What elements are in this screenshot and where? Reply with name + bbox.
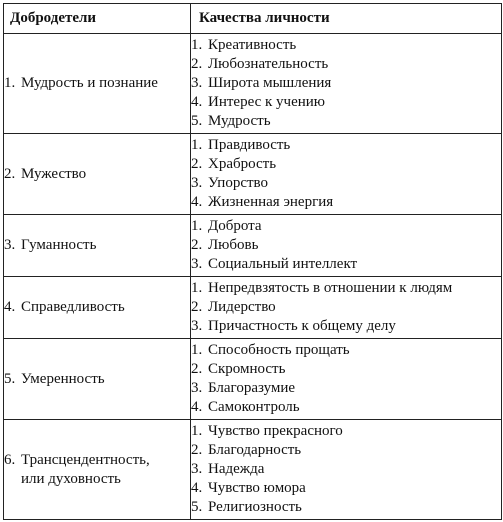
quality-item: 3. Благоразумие	[191, 380, 296, 396]
quality-item: 2. Храбрость	[191, 156, 277, 172]
qualities-cell	[191, 339, 502, 420]
table-row	[4, 34, 502, 134]
virtue-label: 6. Трансцендентность,	[4, 451, 150, 468]
virtue-cell	[4, 134, 191, 215]
quality-item: 1. Непредвзятость в отношении к людям	[191, 280, 453, 296]
header-row	[4, 4, 502, 34]
quality-item: 1. Доброта	[191, 218, 262, 234]
header-qualities-label: Качества личности	[199, 10, 330, 26]
quality-item: 2. Скромность	[191, 361, 286, 377]
virtue-label: 4. Справедливость	[4, 299, 125, 315]
virtue-cell	[4, 420, 191, 520]
virtue-label: 2. Мужество	[4, 165, 87, 182]
virtues-table	[3, 3, 502, 520]
quality-item: 3. Упорство	[191, 175, 269, 191]
virtue-cell	[4, 215, 191, 277]
quality-item: 1. Способность прощать	[191, 342, 350, 358]
qualities-cell	[191, 34, 502, 134]
qualities-cell	[191, 134, 502, 215]
table-row	[4, 215, 502, 277]
header-virtues	[4, 4, 191, 34]
table-row	[4, 339, 502, 420]
table-row	[4, 134, 502, 215]
table-row	[4, 277, 502, 339]
header-virtues-label: Добродетели	[10, 10, 97, 26]
header-qualities	[191, 4, 502, 34]
virtue-cell	[4, 277, 191, 339]
virtue-label: 3. Гуманность	[4, 237, 97, 253]
quality-item: 4. Чувство юмора	[191, 480, 306, 496]
quality-item: 1. Правдивость	[191, 137, 291, 153]
virtue-label: 5. Умеренность	[4, 370, 105, 387]
quality-item: 3. Надежда	[191, 461, 265, 477]
quality-item: 1. Креативность	[191, 37, 297, 53]
qualities-cell	[191, 420, 502, 520]
quality-item: 3. Причастность к общему делу	[191, 318, 396, 334]
quality-item: 2. Лидерство	[191, 299, 276, 315]
quality-item: 5. Мудрость	[191, 113, 271, 129]
quality-item: 4. Самоконтроль	[191, 399, 300, 415]
virtue-cell	[4, 339, 191, 420]
virtue-cell	[4, 34, 191, 134]
qualities-cell	[191, 277, 502, 339]
table-row	[4, 420, 502, 520]
quality-item: 1. Чувство прекрасного	[191, 423, 343, 439]
quality-item: 2. Любовь	[191, 237, 259, 253]
quality-item: 3. Широта мышления	[191, 75, 332, 91]
quality-item: 2. Благодарность	[191, 442, 302, 458]
quality-item: 2. Любознательность	[191, 56, 329, 72]
virtue-label-continued: или духовность	[21, 470, 121, 487]
qualities-cell	[191, 215, 502, 277]
quality-item: 4. Интерес к учению	[191, 94, 326, 110]
quality-item: 4. Жизненная энергия	[191, 194, 334, 210]
virtue-label: 1. Мудрость и познание	[4, 75, 158, 91]
quality-item: 5. Религиозность	[191, 499, 302, 515]
quality-item: 3. Социальный интеллект	[191, 256, 358, 272]
